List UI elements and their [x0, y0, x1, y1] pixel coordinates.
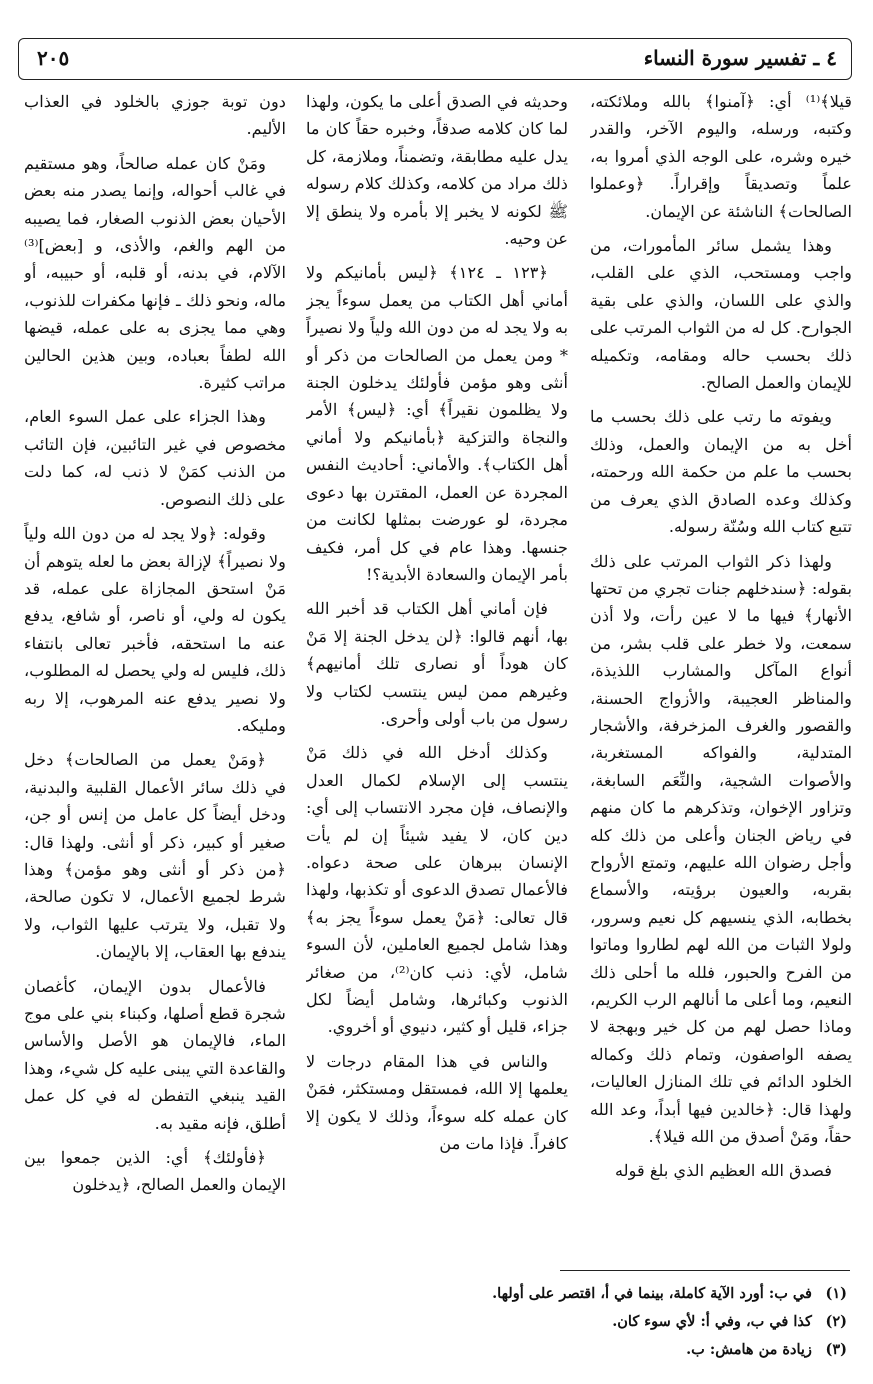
footnote-number: (١): [825, 1285, 847, 1302]
paragraph: ولهذا ذكر الثواب المرتب على ذلك بقوله: ﴿سندخلهم جنات تجري من تحتها الأنهار﴾ فيها ما لا عين رأت، ولا أذن سمعت، ولا خطر على قلب بشر، من أنواع المآكل والمشارب اللذيذة، والمناظر العجيبة، والأزواج الحسنة، والقصور والغرف المزخرفة، والأشجار المتدلية، والفواكه المستغربة، والأصوات الشجية، والنِّعَم السابغة، وتزاور الإخوان، وتذكرهم ما كان منهم في رياض الجنان وأعلى من ذلك كله وأجل رضوان الله عليهم، وتمتع الأرواح بقربه، والعيون برؤيته، والأسماع بخطابه، الذي ينسيهم كل نعيم وسرور، ولولا الثبات من الله لهم لطاروا وماتوا من الفرح والحبور، فلله ما أحلى ذلك النعيم، وما أعلى ما أنالهم الرب الكريم، وماذا حصل لهم من كل خير وبهجة لا يصفه الواصفون، وتمام ذلك وكماله الخلود الدائم في تلك المنازل العاليات، ولهذا قال: ﴿خالدين فيها أبداً، وعد الله حقاً، ومَنْ أصدق من الله قيلا﴾.: [590, 551, 852, 1147]
footnote-text: زيادة من هامش: ب.: [686, 1341, 812, 1358]
paragraph: ومَنْ كان عمله صالحاً، وهو مستقيم في غالب أحواله، وإنما يصدر منه بعض الأحيان بعض الذنوب الصغار، فما يصيبه من الهم والغم، والأذى، و [بعض]⁽³⁾ الآلام، في بدنه، أو قلبه، أو حبيبه، أو ماله، ونحو ذلك ـ فإنها مكفرات للذنوب، وهي مما يجزى به على عمله، قيضها الله لطفاً بعباده، وبين هذين الحالين مراتب كثيرة.: [24, 153, 286, 393]
page-number: ٢٠٥: [37, 46, 70, 70]
paragraph: ﴿فأولئك﴾ أي: الذين جمعوا بين الإيمان والعمل الصالح، ﴿يدخلون: [24, 1148, 286, 1195]
footnote-text: في ب: أورد الآية كاملة، بينما في أ، اقتصر على أولها.: [492, 1285, 812, 1302]
column-middle: [306, 88, 568, 1262]
column-left: [24, 88, 286, 1262]
paragraph: ويفوته ما رتب على ذلك بحسب ما أخل به من الإيمان والعمل، وذلك بحسب ما علم من حكمة الله ورحمته، وكذلك وعده الصادق الذي يعرف من تتبع كتاب الله وسُنّة رسوله.: [590, 407, 852, 537]
paragraph: والناس في هذا المقام درجات لا يعلمها إلا الله، فمستقل ومستكثر، فمَنْ كان عمله كله سوءاً، وذلك لا يكون إلا كافراً. فإذا مات من: [306, 1051, 568, 1154]
paragraph: فإن أماني أهل الكتاب قد أخبر الله بها، أنهم قالوا: ﴿لن يدخل الجنة إلا مَنْ كان هوداً أو نصارى تلك أمانيهم﴾ وغيرهم ممن ليس ينتسب لكتاب ولا رسول من باب أولى وأحرى.: [306, 599, 568, 728]
text-columns: [24, 88, 852, 1262]
paragraph: ﴿ومَنْ يعمل من الصالحات﴾ دخل في ذلك سائر الأعمال القلبية والبدنية، ودخل أيضاً كل عامل من إنس أو جن، صغير أو كبير، ذكر أو أنثى. ولهذا قال: ﴿من ذكر أو أنثى وهو مؤمن﴾ وهذا شرط لجميع الأعمال، لا تكون صالحة، ولا تقبل، ولا يترتب عليها الثواب، ولا يندفع بها العقاب، إلا بالإيمان.: [24, 750, 286, 962]
running-title: ٤ ـ تفسير سورة النساء: [643, 46, 837, 70]
paragraph: وقوله: ﴿ولا يجد له من دون الله ولياً ولا نصيراً﴾ لإزالة بعض ما لعله يتوهم أن مَنْ استحق المجازاة على عمله، قد يكون له ولي، أو ناصر، أو شافع، يدفع عنه ما استحقه، فأخبر تعالى بانتفاء ذلك، فليس له ولي يحصل له المطلوب، ولا نصير يدفع عنه المرهوب، إلا ربه ومليكه.: [24, 524, 286, 735]
paragraph: فصدق الله العظيم الذي بلغ قوله: [615, 1161, 832, 1181]
paragraph: قيلا﴾⁽¹⁾ أي: ﴿آمنوا﴾ بالله وملائكته، وكتبه، ورسله، واليوم الآخر، والقدر خيره وشره، على الوجه الذي أمروا به، علماً وتصديقاً وإقراراً. ﴿وعملوا الصالحات﴾ الناشئة عن الإيمان.: [590, 92, 852, 221]
paragraph: وهذا الجزاء على عمل السوء العام، مخصوص في غير التائبين، فإن التائب من الذنب كمَنْ لا ذنب له، كما دلت على ذلك النصوص.: [24, 407, 286, 509]
footnote-text: كذا في ب، وفي أ: لأي سوء كان.: [612, 1313, 812, 1330]
paragraph: وهذا يشمل سائر المأمورات، من واجب ومستحب، الذي على القلب، والذي على اللسان، والذي على بقية الجوارح. كل له من الثواب المرتب على ذلك بحسب حاله ومقامه، وتكميله للإيمان والعمل الصالح.: [590, 236, 852, 393]
paragraph: وحديثه في الصدق أعلى ما يكون، ولهذا لما كان كلامه صدقاً، وخبره حقاً كان ما يدل عليه مطابقة، وتضمناً، وملازمة، كل ذلك مراد من كلامه، وكذلك كلام رسوله ﷺ لكونه لا يخبر إلا بأمره ولا ينطق إلا عن وحيه.: [306, 92, 568, 249]
footnote: [27, 1280, 847, 1308]
paragraph: وكذلك أدخل الله في ذلك مَنْ ينتسب إلى الإسلام لكمال العدل والإنصاف، فإن مجرد الانتساب إلى أي: دين كان، لا يفيد شيئاً إن لم يأت الإنسان ببرهان على صحة دعواه. فالأعمال تصدق الدعوى أو تكذبها، ولهذا قال تعالى: ﴿مَنْ يعمل سوءاً يجز به﴾ وهذا شامل لجميع العاملين، لأن السوء شامل، لأي: ذنب كان⁽²⁾، من صغائر الذنوب وكبائرها، وشامل أيضاً لكل جزاء، قليل أو كثير، دنيوي أو أخروي.: [306, 743, 568, 1037]
footnote-number: (٢): [825, 1313, 847, 1330]
footnote-number: (٣): [825, 1341, 847, 1358]
paragraph: ﴿١٢٣ ـ ١٢٤﴾ ﴿ليس بأمانيكم ولا أماني أهل الكتاب من يعمل سوءاً يجز به ولا يجد له من دون الله ولياً ولا نصيراً * ومن يعمل من الصالحات من ذكر أو أنثى وهو مؤمن فأولئك يدخلون الجنة ولا يظلمون نقيراً﴾ أي: ﴿ليس﴾ الأمر والنجاة والتزكية ﴿بأمانيكم ولا أماني أهل الكتاب﴾. والأماني: أحاديث النفس المجردة عن العمل، المقترن بها دعوى مجردة، لو عورضت بمثلها لكانت من جنسها. وهذا عام في كل أمر، فكيف بأمر الإيمان والسعادة الأبدية؟!: [306, 263, 568, 584]
footnote: [27, 1336, 847, 1364]
page-header: [18, 38, 852, 80]
footnote-separator: [560, 1270, 850, 1271]
paragraph: دون توبة جوزي بالخلود في العذاب الأليم.: [24, 92, 286, 139]
paragraph: فالأعمال بدون الإيمان، كأغصان شجرة قطع أصلها، وكبناء بني على موج الماء، فالإيمان هو الأصل والأساس والقاعدة التي يبنى عليه كل شيء، وهذا القيد ينبغي التفطن له في كل عمل أطلق، فإنه مقيد به.: [24, 976, 286, 1133]
footnotes: [27, 1280, 847, 1364]
footnote: [27, 1308, 847, 1336]
column-right: [590, 88, 852, 1262]
